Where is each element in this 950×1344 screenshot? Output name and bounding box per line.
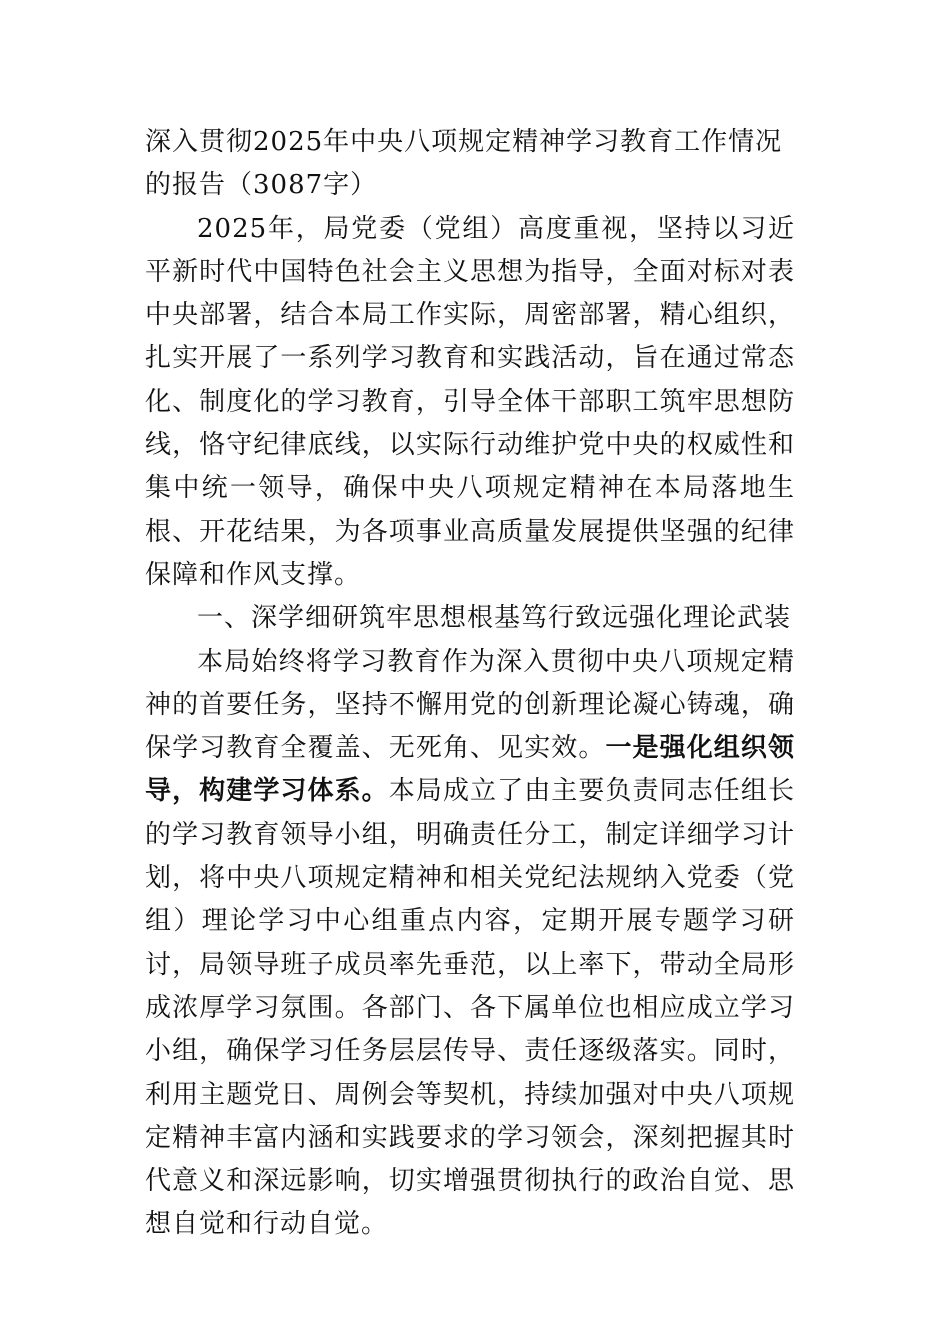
section-1-bold-point: 一是强化组织领导，构建学习体系。: [145, 733, 795, 807]
intro-paragraph: 2025年，局党委（党组）高度重视，坚持以习近平新时代中国特色社会主义思想为指导，全面对标对表中央部署，结合本局工作实际，周密部署，精心组织，扎实开展了一系列学习教育和实践活动，旨在通过常态化、制度化的学习教育，引导全体干部职工筑牢思想防线，恪守纪律底线，以实际行动维护党中央的权威性和集中统一领导，确保中央八项规定精神在本局落地生根、开花结果，为各项事业高质量发展提供坚强的纪律保障和作风支撑。: [145, 213, 795, 590]
section-1-paragraph-start: 本局始终将学习教育作为深入贯彻中央八项规定精神的首要任务，坚持不懈用党的创新理论凝心铸魂，确保学习教育全覆盖、无死角、见实效。: [145, 646, 795, 764]
section-1-paragraph: [145, 641, 795, 1247]
document-title: 深入贯彻2025年中央八项规定精神学习教育工作情况的报告（3087字）: [145, 127, 783, 201]
section-1-heading: 一、深学细研筑牢思想根基笃行致远强化理论武装: [197, 603, 792, 634]
section-1-paragraph-rest: 本局成立了由主要负责同志任组长的学习教育领导小组，明确责任分工，制定详细学习计划，将中央八项规定精神和相关党纪法规纳入党委（党组）理论学习中心组重点内容，定期开展专题学习研讨，局领导班子成员率先垂范，以上率下，带动全局形成浓厚学习氛围。各部门、各下属单位也相应成立学习小组，确保学习任务层层传导、责任逐级落实。同时，利用主题党日、周例会等契机，持续加强对中央八项规定精神丰富内涵和实践要求的学习领会，深刻把握其时代意义和深远影响，切实增强贯彻执行的政治自觉、思想自觉和行动自觉。: [145, 776, 795, 1240]
document-body: [145, 121, 795, 1247]
